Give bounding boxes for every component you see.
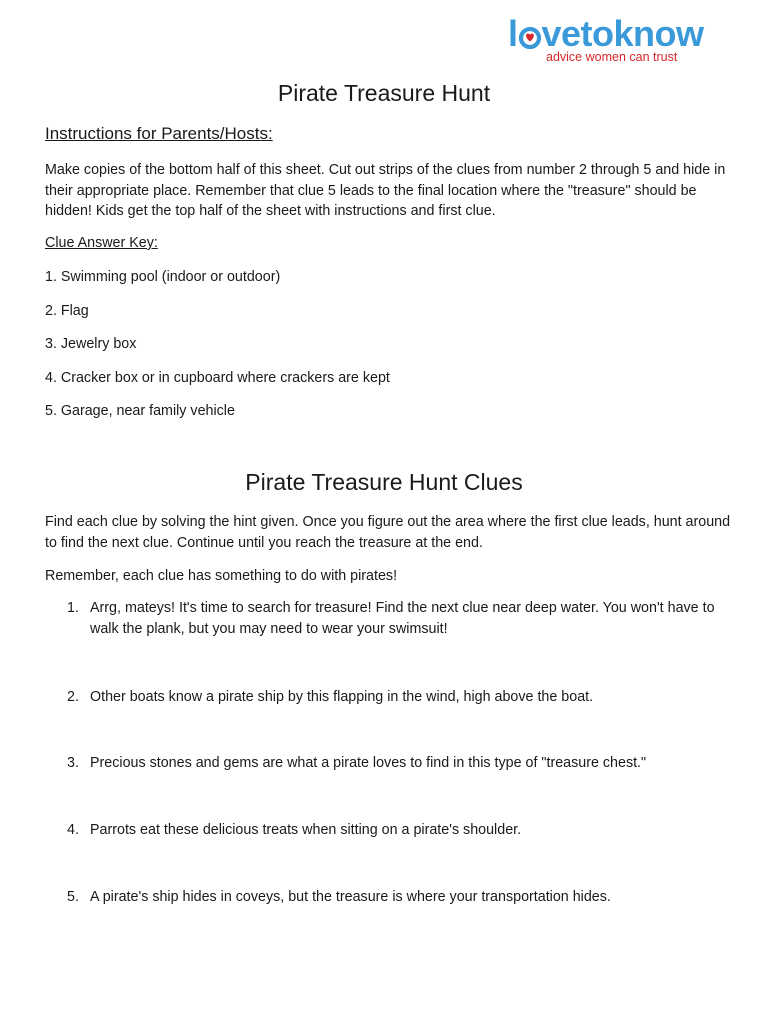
answer-item: 1. Swimming pool (indoor or outdoor)	[45, 269, 281, 285]
instructions-heading: Instructions for Parents/Hosts:	[45, 124, 273, 143]
clue-number: 2.	[67, 689, 79, 705]
clue-item-5	[67, 887, 727, 908]
clue-item-2	[67, 687, 727, 708]
clue-text: Other boats know a pirate ship by this flapping in the wind, high above the boat.	[90, 689, 594, 705]
clue-text: Precious stones and gems are what a pirate loves to find in this type of "treasure chest."	[90, 755, 647, 771]
clue-text: Arrg, mateys! It's time to search for treasure! Find the next clue near deep water. You won't have to walk the plank, but you may need to wear your swimsuit!	[90, 600, 715, 637]
logo-wordmark	[508, 14, 704, 54]
clues-intro-paragraph: Find each clue by solving the hint given. Once you figure out the area where the first clue leads, hunt around to find the next clue. Continue until you reach the treasure at the end.	[45, 514, 731, 551]
logo-letters-rest: vetoknow	[541, 13, 704, 54]
heart-o-icon	[518, 18, 542, 46]
logo-tagline: advice women can trust	[546, 50, 678, 64]
clue-number: 4.	[67, 822, 79, 838]
page-title: Pirate Treasure Hunt	[277, 80, 491, 106]
answer-item: 5. Garage, near family vehicle	[45, 403, 235, 419]
lovetoknow-logo	[508, 14, 722, 66]
clue-text: A pirate's ship hides in coveys, but the treasure is where your transportation hides.	[90, 889, 611, 905]
answer-item: 4. Cracker box or in cupboard where crackers are kept	[45, 370, 390, 386]
clue-number: 5.	[67, 889, 79, 905]
clue-item-3	[67, 753, 727, 774]
clues-title: Pirate Treasure Hunt Clues	[245, 469, 523, 495]
clue-text: Parrots eat these delicious treats when sitting on a pirate's shoulder.	[90, 822, 522, 838]
answer-item: 3. Jewelry box	[45, 336, 137, 352]
answer-item: 2. Flag	[45, 303, 89, 319]
clue-item-1	[67, 598, 727, 640]
answer-key-label: Clue Answer Key:	[45, 235, 158, 251]
instructions-paragraph: Make copies of the bottom half of this sheet. Cut out strips of the clues from number 2 through 5 and hide in their appropriate place. Remember that clue 5 leads to the final location where the "treasure" should be hidden! Kids get the top half of the sheet with instructions and first clue.	[45, 162, 726, 219]
clue-number: 3.	[67, 755, 79, 771]
clues-reminder: Remember, each clue has something to do with pirates!	[45, 568, 398, 584]
clue-number: 1.	[67, 600, 79, 616]
logo-letter-l: l	[508, 13, 518, 54]
clue-item-4	[67, 820, 727, 841]
